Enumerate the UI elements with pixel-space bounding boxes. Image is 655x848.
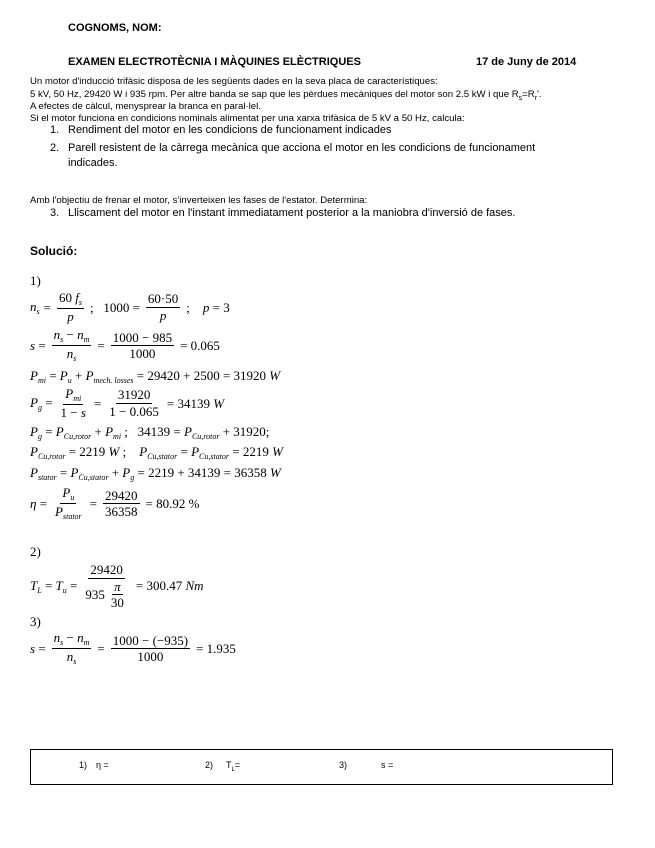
question-1-number: 1. [50,124,60,136]
equation-torque: $T_L = T_u$ = 29420 935 $\frac{\pi}{30}$ = 300.47 Nm [30,562,204,611]
question-2-line-2: indicades. [68,157,118,169]
statement-line-1: Un motor d'inducció trifàsic disposa de les següents dades en la seva placa de característiques: [30,76,438,87]
statement-line-2: 5 kV, 50 Hz, 29420 W i 935 rpm. Per altre banda se sap que les pèrdues mecàniques del motor son 2.5 kW i que $R_s=R_r'$. [30,89,542,102]
equation-stator-copper: $P_{Cu,rotor} = 2219$ W ; $P_{Cu,stator} = P_{Cu,stator} = 2219$ W [30,444,283,461]
name-label: COGNOMS, NOM: [68,22,162,34]
statement-line-3: A efectes de càlcul, menysprear la branca en paral·lel. [30,101,261,112]
brake-statement: Amb l'objectiu de frenar el motor, s'inverteixen les fases de l'estator. Determina: [30,195,368,206]
answer-2-label: 2) [205,760,214,770]
equation-airgap-power: $P_g$ = $\frac{P_{mi}}{1 - s}$ = $\frac{31920}{1 - 0.065}$ = 34139 W [30,386,225,421]
question-3: Lliscament del motor en l'instant immediatament posterior a la maniobra d'inversió de fases. [68,207,516,219]
part-3-label: 3) [30,614,41,629]
equation-stator-power: $P_{stator} = P_{Cu,stator} + P_g = 2219 + 34139 = 36358$ W [30,465,281,482]
question-2-number: 2. [50,142,60,154]
part-1-label: 1) [30,273,41,288]
question-3-number: 3. [50,207,60,219]
question-2-line-1: Parell resistent de la càrrega mecànica que acciona el motor en les condicions de funcionament [68,142,536,154]
question-1: Rendiment del motor en les condicions de funcionament indicades [68,124,392,136]
part-2-label: 2) [30,544,41,559]
answer-3-symbol: s = [381,760,394,770]
answer-3-label: 3) [339,760,348,770]
equation-slip: s = $\frac{n_s - n_m}{n_s}$ = $\frac{1000 - 985}{1000}$ = 0.065 [30,327,220,364]
equation-synchronous-speed: $n_s$ = $\frac{60 f_s}{p}$ ; 1000 = $\frac{60\cdot 50}{p}$ ; p = 3 [30,290,230,325]
equation-efficiency: η = $\frac{P_u}{P_{stator}}$ = $\frac{29420}{36358}$ = 80.92 % [30,485,200,522]
exam-date: 17 de Juny de 2014 [476,56,577,68]
statement-line-4: Si el motor funciona en condicions nominals alimentat per una xarxa trifàsica de 5 kV a 50 Hz, calcula: [30,113,465,124]
equation-internal-power: $P_{mi} = P_u + P_{mech. losses} = 29420 + 2500 = 31920$ W [30,368,281,385]
exam-title: EXAMEN ELECTROTÈCNIA I MÀQUINES ELÈCTRIQUES [68,56,361,68]
answer-2-symbol: $T_L=$ [226,760,241,773]
answer-1-symbol: η = [96,760,109,770]
solution-title: Solució: [30,244,78,258]
equation-slip-reversed: s = $\frac{n_s - n_m}{n_s}$ = $\frac{1000 - (-935)}{1000}$ = 1.935 [30,630,236,667]
answer-1-label: 1) [79,760,88,770]
answer-box [30,749,613,785]
equation-rotor-copper: $P_g = P_{Cu,rotor} + P_{mi}$ ; $34139 = P_{Cu,rotor} + 31920$; [30,424,270,441]
